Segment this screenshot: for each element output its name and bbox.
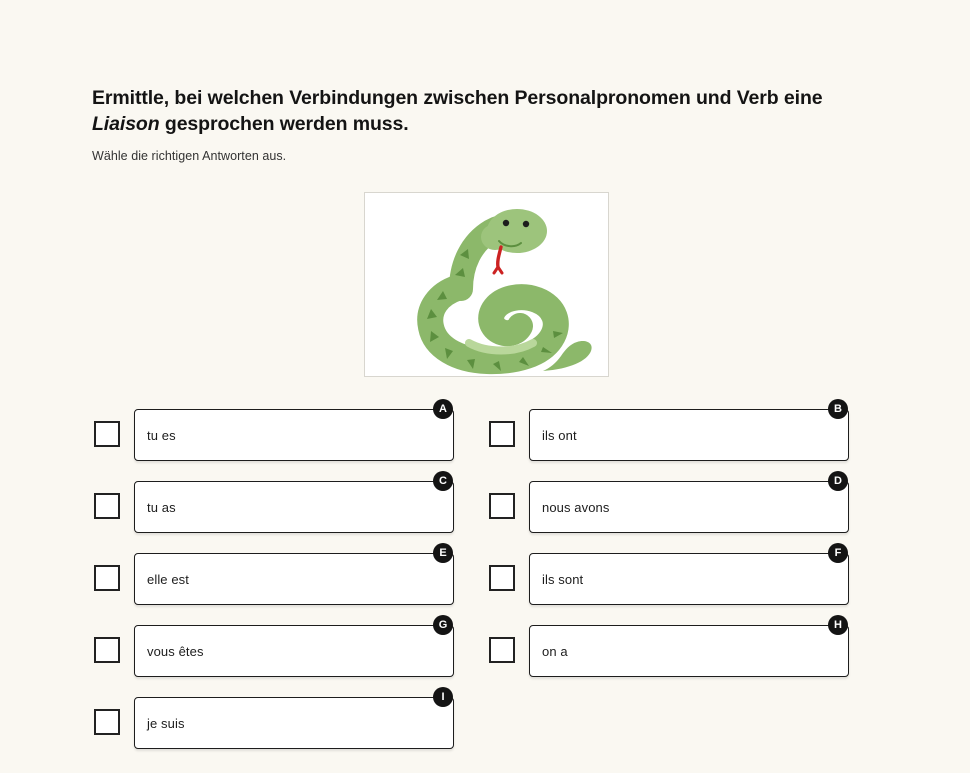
answer-option-g[interactable]: [92, 620, 487, 692]
answer-label-a: tu es: [147, 427, 176, 443]
answer-label-h: on a: [542, 643, 568, 659]
answer-option-h[interactable]: [487, 620, 882, 692]
answer-column-right: [487, 476, 882, 548]
answer-option-e[interactable]: [92, 548, 487, 620]
answer-column-left: [92, 476, 487, 548]
answer-badge-d: D: [828, 471, 848, 491]
answer-column-left: [92, 404, 487, 476]
answer-column-right-empty: [487, 692, 882, 764]
answer-badge-c: C: [433, 471, 453, 491]
checkbox-b[interactable]: [489, 421, 515, 447]
answer-column-right: [487, 620, 882, 692]
answer-box-g[interactable]: [134, 618, 454, 677]
answer-box-d[interactable]: [529, 474, 849, 533]
answer-row: [92, 476, 882, 548]
answer-row: [92, 548, 882, 620]
answer-box-c[interactable]: [134, 474, 454, 533]
answer-badge-i: I: [433, 687, 453, 707]
answer-box-b[interactable]: [529, 402, 849, 461]
answer-label-i: je suis: [147, 715, 185, 731]
answer-option-d[interactable]: [487, 476, 882, 548]
answer-column-right: [487, 548, 882, 620]
question-title-italic: Liaison: [92, 112, 160, 135]
question-block: [92, 86, 882, 163]
answer-label-d: nous avons: [542, 499, 610, 515]
answer-option-a[interactable]: [92, 404, 487, 476]
answer-column-left: [92, 548, 487, 620]
answer-row: [92, 404, 882, 476]
checkbox-f[interactable]: [489, 565, 515, 591]
checkbox-h[interactable]: [489, 637, 515, 663]
page-title: [92, 86, 867, 138]
answer-box-e[interactable]: [134, 546, 454, 605]
checkbox-e[interactable]: [94, 565, 120, 591]
answer-badge-b: B: [828, 399, 848, 419]
answer-row: [92, 620, 882, 692]
checkbox-a[interactable]: [94, 421, 120, 447]
answer-badge-h: H: [828, 615, 848, 635]
answer-option-i[interactable]: [92, 692, 487, 764]
answer-grid: [92, 404, 882, 764]
answer-box-h[interactable]: [529, 618, 849, 677]
answer-column-left: [92, 692, 487, 764]
answer-option-b[interactable]: [487, 404, 882, 476]
answer-box-f[interactable]: [529, 546, 849, 605]
answer-badge-e: E: [433, 543, 453, 563]
answer-row: [92, 692, 882, 764]
answer-box-i[interactable]: [134, 690, 454, 749]
answer-label-c: tu as: [147, 499, 176, 515]
answer-label-b: ils ont: [542, 427, 577, 443]
answer-badge-g: G: [433, 615, 453, 635]
answer-badge-f: F: [828, 543, 848, 563]
answer-label-e: elle est: [147, 571, 189, 587]
answer-box-a[interactable]: [134, 402, 454, 461]
checkbox-g[interactable]: [94, 637, 120, 663]
checkbox-d[interactable]: [489, 493, 515, 519]
question-title-part1: Ermittle, bei welchen Verbindungen zwischen Personalpronomen und Verb eine: [92, 87, 823, 109]
green-snake-illustration: [365, 193, 608, 376]
answer-label-g: vous êtes: [147, 643, 204, 659]
answer-badge-a: A: [433, 399, 453, 419]
answer-column-right: [487, 404, 882, 476]
answer-option-c[interactable]: [92, 476, 487, 548]
illustration-card: [364, 192, 609, 377]
checkbox-i[interactable]: [94, 709, 120, 735]
instruction-text: Wähle die richtigen Antworten aus.: [92, 148, 287, 163]
checkbox-c[interactable]: [94, 493, 120, 519]
answer-column-left: [92, 620, 487, 692]
answer-option-f[interactable]: [487, 548, 882, 620]
answer-label-f: ils sont: [542, 571, 584, 587]
question-title-part2: gesprochen werden muss.: [159, 112, 409, 135]
